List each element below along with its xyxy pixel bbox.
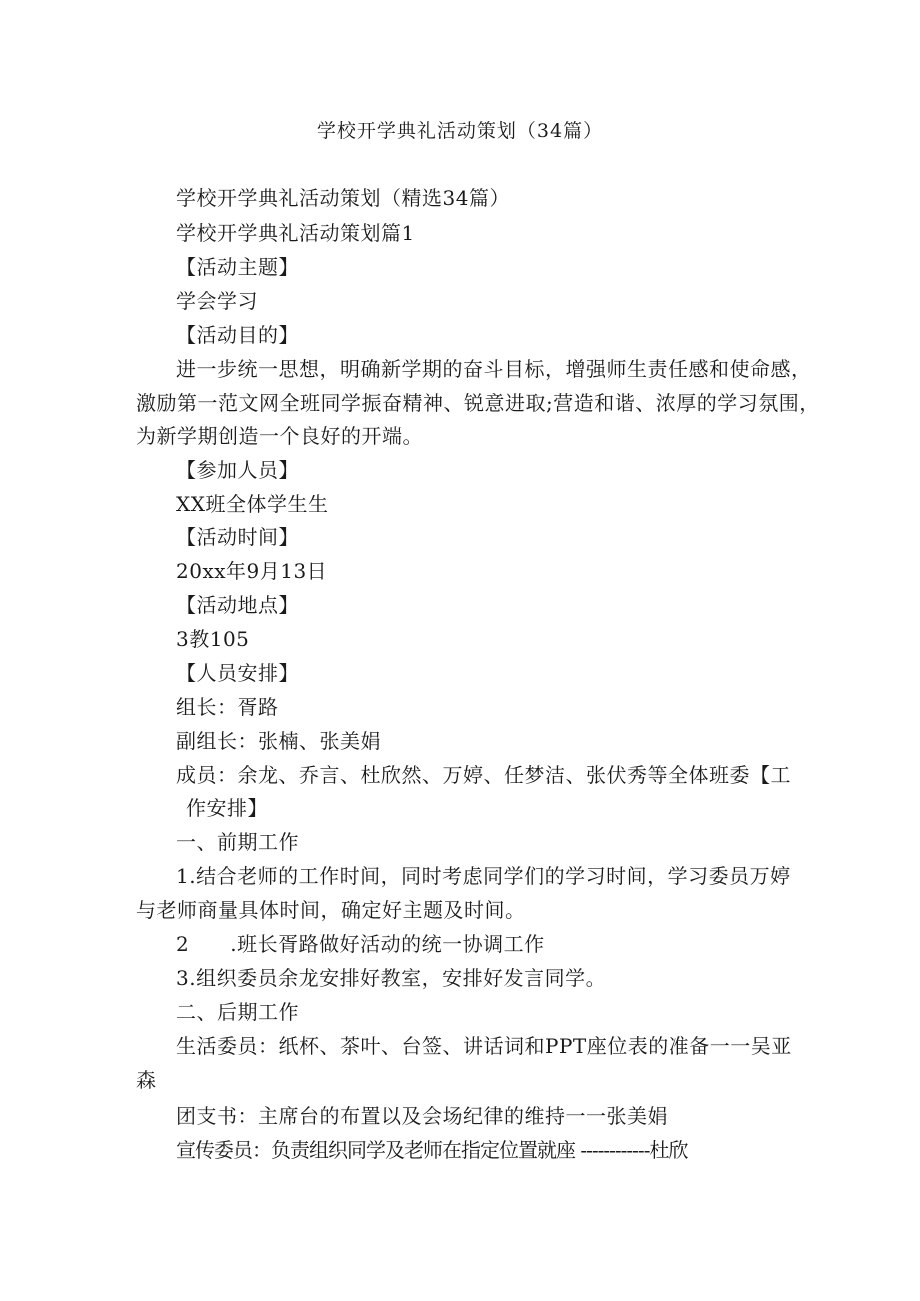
paragraph-line: 学会学习 xyxy=(176,289,258,313)
paragraph-line: 20xx年9月13日 xyxy=(176,559,328,583)
heading-later-work: 二、后期工作 xyxy=(176,1000,299,1024)
paragraph-line: 为新学期创造一个良好的开端。 xyxy=(136,424,423,448)
paragraph-line: 生活委员：纸杯、茶叶、台签、讲话词和PPT座位表的准备一一吴亚 xyxy=(176,1034,792,1058)
heading-activity-time: 【活动时间】 xyxy=(176,525,299,549)
heading-participants: 【参加人员】 xyxy=(176,458,299,482)
paragraph-line: 激励第一范文网全班同学振奋精神、锐意进取;营造和谐、浓厚的学习氛围， xyxy=(136,391,820,415)
paragraph-line: 2 .班长胥路做好活动的统一协调工作 xyxy=(176,932,545,956)
paragraph-line: 3.组织委员余龙安排好教室，安排好发言同学。 xyxy=(176,966,607,990)
heading-early-work: 一、前期工作 xyxy=(176,830,299,854)
subtitle-line: 学校开学典礼活动策划（精选34篇） xyxy=(176,186,510,210)
heading-staff-arrangement: 【人员安排】 xyxy=(176,661,299,685)
heading-activity-location: 【活动地点】 xyxy=(176,593,299,617)
paragraph-line: 组长：胥路 xyxy=(176,695,279,719)
paragraph-line: 成员：余龙、乔言、杜欣然、万婷、任梦洁、张伏秀等全体班委【工 xyxy=(176,763,791,787)
paragraph-line: 副组长：张楠、张美娟 xyxy=(176,729,381,753)
paragraph-line: 作安排】 xyxy=(186,796,268,820)
heading-activity-purpose: 【活动目的】 xyxy=(176,323,299,347)
paragraph-line: 团支书：主席台的布置以及会场纪律的维持一一张美娟 xyxy=(176,1104,668,1128)
paragraph-line: 森 xyxy=(136,1068,157,1092)
paragraph-line: 1.结合老师的工作时间，同时考虑同学们的学习时间，学习委员万婷 xyxy=(176,864,791,888)
heading-activity-theme: 【活动主题】 xyxy=(176,255,299,279)
paragraph-line: 3教105 xyxy=(176,627,250,651)
paragraph-line: 宣传委员：负责组织同学及老师在指定位置就座 ------------杜欣 xyxy=(176,1138,688,1162)
document-title: 学校开学典礼活动策划（34篇） xyxy=(316,120,604,142)
paragraph-line: XX班全体学生生 xyxy=(176,492,329,516)
section-heading: 学校开学典礼活动策划篇1 xyxy=(176,221,415,245)
paragraph-line: 进一步统一思想，明确新学期的奋斗目标，增强师生责任感和使命感， xyxy=(176,357,812,381)
paragraph-line: 与老师商量具体时间，确定好主题及时间。 xyxy=(136,898,526,922)
